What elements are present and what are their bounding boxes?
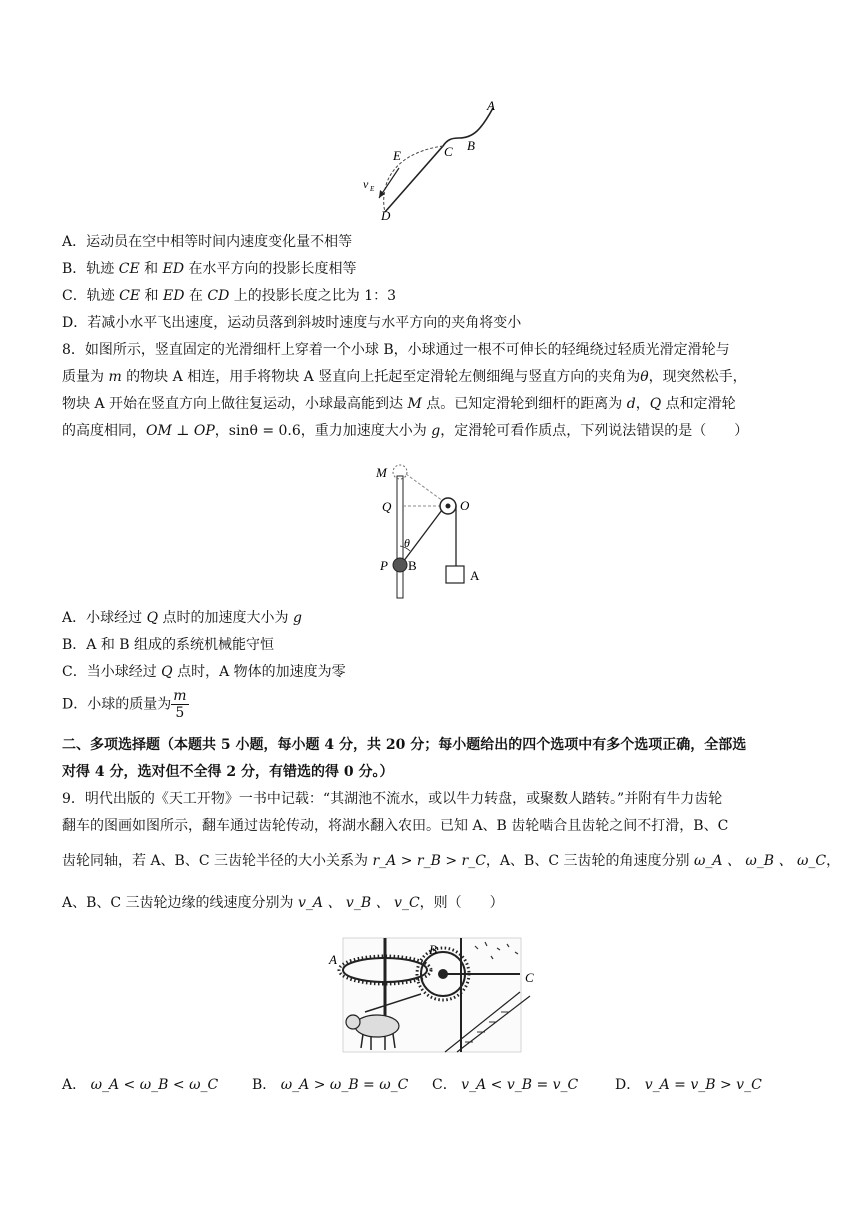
q8-option-b: B．A 和 B 组成的系统机械能守恒 [62, 637, 275, 653]
label-P: P [380, 558, 388, 573]
q7-option-d: D．若减小水平飞出速度，运动员落到斜坡时速度与水平方向的夹角将变小 [62, 315, 522, 331]
q7-option-a: A．运动员在空中相等时间内速度变化量不相等 [62, 234, 353, 250]
q9-option-d: D． v_A = v_B > v_C [615, 1077, 762, 1093]
label-C: C [444, 144, 453, 159]
q7-option-b: B．轨迹 CE 和 ED 在水平方向的投影长度相等 [62, 261, 357, 277]
q8-option-a: A．小球经过 Q 点时的加速度大小为 g [62, 610, 302, 626]
label-B: B [408, 558, 417, 573]
label-B: B [467, 138, 475, 153]
label-Q: Q [382, 499, 392, 514]
dashed-line-MO [406, 474, 447, 504]
ox-head [346, 1015, 360, 1029]
label-A: A [470, 568, 480, 583]
ox-body [355, 1015, 399, 1037]
q8-stem-line4: 的高度相同，OM ⊥ OP，sinθ = 0.6，重力加速度大小为 g，定滑轮可看作质点，下列说法错误的是（ ） [62, 423, 749, 439]
pulley-axle [446, 504, 451, 509]
label-theta: θ [404, 536, 410, 550]
section2-heading-line1: 二、多项选择题（本题共 5 小题，每小题 4 分，共 20 分；每小题给出的四个选项中有多个选项正确，全部选 [62, 737, 747, 753]
vertical-rod [397, 476, 403, 598]
q8-option-d: D．小球的质量为 $\frac{m}{5}$ [62, 688, 187, 721]
q8-stem-line1: 8．如图所示，竖直固定的光滑细杆上穿着一个小球 B，小球通过一根不可伸长的轻绳绕过轻质光滑定滑轮与 [62, 342, 730, 358]
label-vE: v [363, 177, 369, 191]
label-O: O [460, 498, 470, 513]
label-A: A [329, 952, 337, 967]
q8-option-c: C．当小球经过 Q 点时，A 物体的加速度为零 [62, 664, 346, 680]
q9-option-c: C． v_A < v_B = v_C [432, 1077, 579, 1093]
q9-stem-line1: 9．明代出版的《天工开物》一书中记载：“其湖池不流水，或以牛力转盘，或聚数人踏转。”并附有牛力齿轮 [62, 791, 723, 807]
label-C: C [525, 970, 534, 985]
ball-B [393, 558, 407, 572]
block-A [446, 566, 464, 583]
fraction-m-over-5: $\frac{m}{5}$ [173, 688, 187, 721]
q7-option-c: C．轨迹 CE 和 ED 在 CD 上的投影长度之比为 1：3 [62, 288, 397, 304]
q9-stem-line2: 翻车的图画如图所示，翻车通过齿轮传动，将湖水翻入农田。已知 A、B 齿轮啮合且齿轮之间不打滑，B、C [62, 818, 729, 834]
label-M: M [376, 465, 387, 480]
q9-option-b: B． ω_A > ω_B = ω_C [252, 1077, 409, 1093]
label-D: D [381, 208, 391, 223]
q8-stem-line2: 质量为 m 的物块 A 相连，用手将物块 A 竖直向上托起至定滑轮左侧细绳与竖直方向的夹角为θ，现突然松手， [62, 369, 747, 385]
ski-slope-figure [355, 98, 515, 223]
q9-stem-line4: A、B、C 三齿轮边缘的线速度分别为 v_A 、 v_B 、 v_C，则（ ） [62, 895, 504, 911]
label-vE-sub: E [370, 185, 375, 193]
q9-option-a: A． ω_A < ω_B < ω_C [62, 1077, 219, 1093]
pulley-figure [370, 454, 500, 602]
label-E: E [393, 148, 401, 163]
ox-gear-engraving [325, 934, 540, 1056]
q8-stem-line3: 物块 A 开始在竖直方向上做往复运动，小球最高能到达 M 点。已知定滑轮到细杆的距离为 d，Q 点和定滑轮 [62, 396, 736, 412]
slope-curve [385, 108, 493, 212]
label-A: A [487, 98, 495, 113]
section2-heading-line2: 对得 4 分，选对但不全得 2 分，有错选的得 0 分。） [62, 764, 394, 780]
label-B: B [429, 942, 437, 957]
q9-stem-line3: 齿轮同轴，若 A、B、C 三齿轮半径的大小关系为 r_A > r_B > r_C，A、B、C 三齿轮的角速度分别 ω_A 、 ω_B 、 ω_C， [62, 853, 841, 869]
